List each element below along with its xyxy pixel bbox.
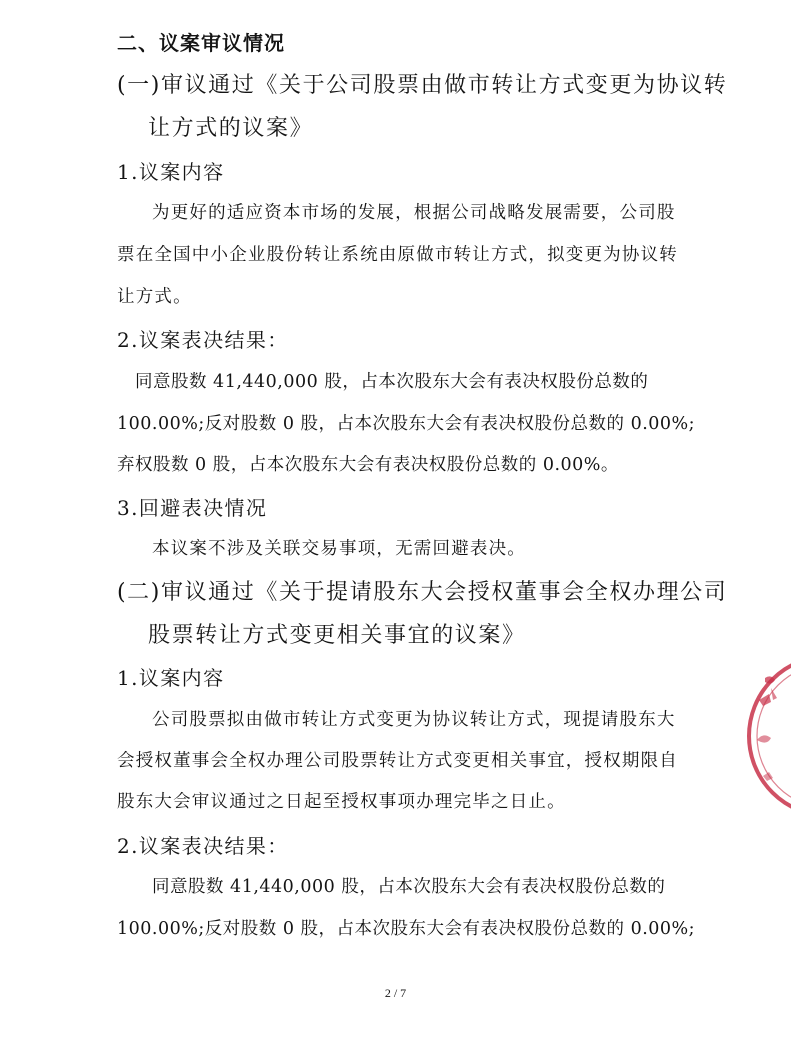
motion2-content-heading: 1.议案内容 <box>117 666 225 690</box>
motion1-result-line: 100.00%;反对股数 0 股，占本次股东大会有表决权股份总数的 0.00%; <box>117 414 696 434</box>
motion2-title-line2: 股票转让方式变更相关事宜的议案》 <box>148 623 526 648</box>
motion2-result-line: 100.00%;反对股数 0 股，占本次股东大会有表决权股份总数的 0.00%; <box>117 919 696 939</box>
motion1-title-line1: (一)审议通过《关于公司股票由做市转让方式变更为协议转 <box>117 73 728 98</box>
company-seal-icon <box>741 648 791 824</box>
motion1-content-line: 为更好的适应资本市场的发展，根据公司战略发展需要，公司股 <box>152 203 676 223</box>
page-number: 2 / 7 <box>384 986 407 1000</box>
motion2-title-line1: (二)审议通过《关于提请股东大会授权董事会全权办理公司 <box>117 580 728 605</box>
motion1-content-line: 票在全国中小企业股份转让系统由原做市转让方式，拟变更为协议转 <box>117 245 678 265</box>
motion2-content-line: 会授权董事会全权办理公司股票转让方式变更相关事宜，授权期限自 <box>117 751 678 771</box>
motion1-content-line: 让方式。 <box>117 287 192 307</box>
motion1-recusal-text: 本议案不涉及关联交易事项，无需回避表决。 <box>152 539 526 559</box>
motion1-recusal-heading: 3.回避表决情况 <box>117 496 268 520</box>
motion1-result-heading: 2.议案表决结果： <box>117 328 289 352</box>
motion1-result-line: 同意股数 41,440,000 股，占本次股东大会有表决权股份总数的 <box>135 372 649 392</box>
motion1-content-heading: 1.议案内容 <box>117 160 225 184</box>
motion2-content-line: 股东大会审议通过之日起至授权事项办理完毕之日止。 <box>117 792 566 812</box>
motion1-result-line: 弃权股数 0 股，占本次股东大会有表决权股份总数的 0.00%。 <box>117 455 619 475</box>
motion2-result-heading: 2.议案表决结果： <box>117 834 289 858</box>
section-title: 二、议案审议情况 <box>117 31 285 55</box>
motion2-content-line: 公司股票拟由做市转让方式变更为协议转让方式，现提请股东大 <box>152 710 676 730</box>
motion1-title-line2: 让方式的议案》 <box>148 116 314 141</box>
motion2-result-line: 同意股数 41,440,000 股，占本次股东大会有表决权股份总数的 <box>152 877 666 897</box>
